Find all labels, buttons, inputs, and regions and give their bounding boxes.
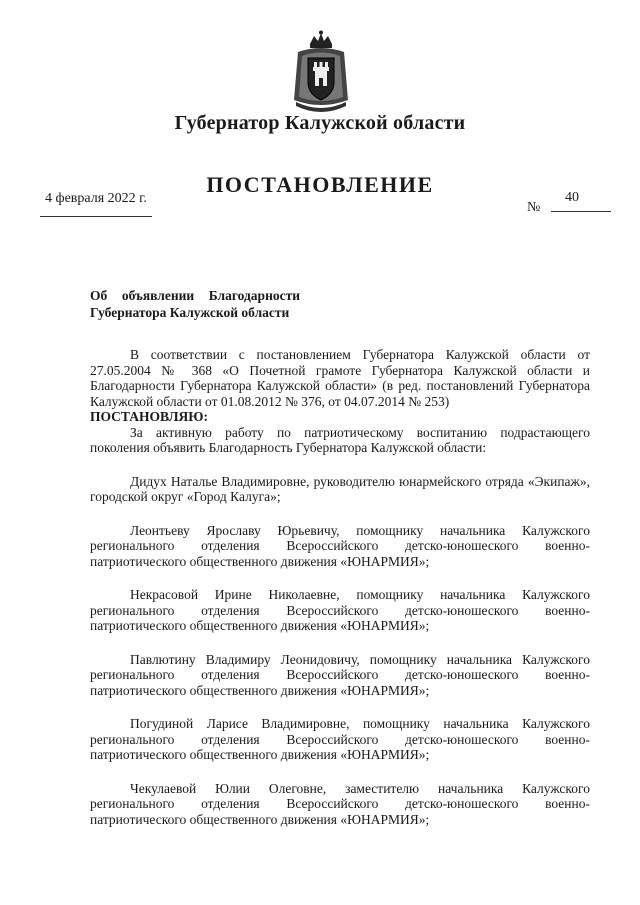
issuing-authority: Губернатор Калужской области	[174, 112, 466, 134]
decree-keyword: ПОСТАНОВЛЯЮ:	[90, 409, 208, 424]
preamble-paragraph: В соответствии с постановлением Губернатора Калужской области от 27.05.2004 № 368 «О Почетной грамоте Губернатора Калужской области и Благодарности Губернатора Калужской области» (в ред. постановлений Губернатора Калужской области от 01.08.2012 № 376, от 04.07.2014 № 253)	[90, 347, 590, 409]
recipient-item: Павлютину Владимиру Леонидовичу, помощнику начальника Калужского регионального отделения Всероссийского детско-юношеского военно-патриотического общественного движения «ЮНАРМИЯ»;	[90, 651, 590, 698]
document-date: 4 февраля 2022 г.	[45, 191, 147, 206]
subject-word: Об	[90, 288, 108, 303]
subject-word: объявлении	[121, 288, 195, 303]
subject-line-2: Губернатора Калужской области	[90, 305, 290, 320]
document-subject	[90, 287, 320, 321]
recipient-item: Погудиной Ларисе Владимировне, помощнику начальника Калужского регионального отделения Всероссийского детско-юношеского военно-патриотического общественного движения «ЮНАРМИЯ»;	[90, 716, 590, 762]
coat-of-arms-emblem	[288, 30, 354, 116]
recipient-item: Чекулаевой Юлии Олеговне, заместителю начальника Калужского регионального отделения Всероссийского детско-юношеского военно-патриотического общественного движения «ЮНАРМИЯ»;	[90, 780, 590, 827]
document-type-title: ПОСТАНОВЛЕНИЕ	[206, 172, 434, 197]
subject-line-1	[90, 287, 300, 304]
number-underline	[551, 211, 611, 212]
subject-word: Благодарности	[208, 288, 300, 303]
recipient-item: Некрасовой Ирине Николаевне, помощнику начальника Калужского регионального отделения Всероссийского детско-юношеского военно-патриотического общественного движения «ЮНАРМИЯ»;	[90, 587, 590, 633]
intro-paragraph: За активную работу по патриотическому воспитанию подрастающего поколения объявить Благодарность Губернатора Калужской области:	[90, 424, 590, 455]
number-sign: №	[527, 200, 541, 215]
document-number: 40	[565, 190, 579, 205]
document-body	[90, 347, 590, 827]
recipient-item: Леонтьеву Ярославу Юрьевичу, помощнику начальника Калужского регионального отделения Всероссийского детско-юношеского военно-патриотического общественного движения «ЮНАРМИЯ»;	[90, 522, 590, 569]
recipient-item: Дидух Наталье Владимировне, руководителю юнармейского отряда «Экипаж», городской округ «Город Калуга»;	[90, 473, 590, 504]
date-underline	[40, 216, 152, 217]
